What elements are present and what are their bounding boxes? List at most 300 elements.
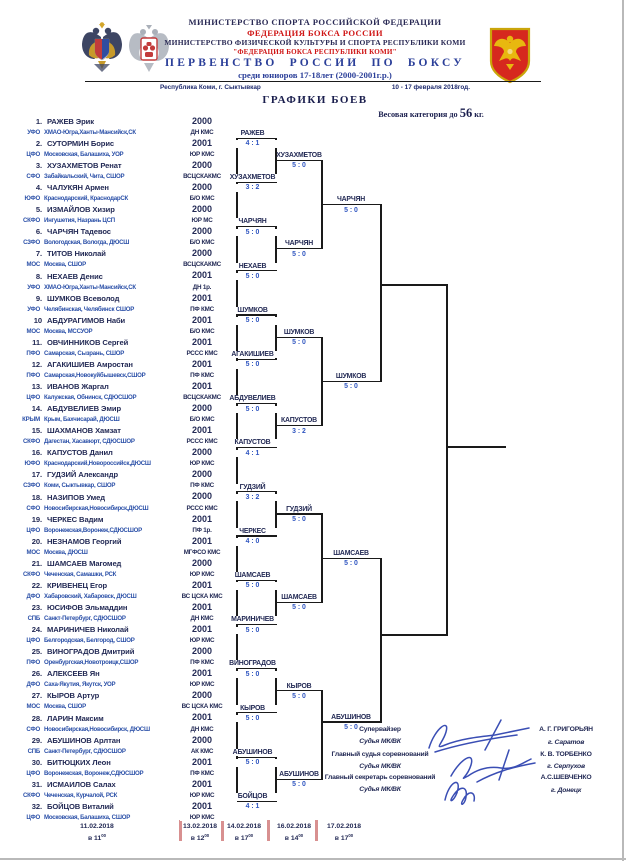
quarterfinal-score: 5 : 0 (344, 383, 358, 391)
entry-rank: Б/О КМС (180, 328, 224, 335)
round2-match-line (276, 425, 323, 426)
venue-label: Республика Коми, г. Сыктывкар (160, 83, 261, 91)
entry-year: 2000 (191, 204, 213, 215)
entry-number: 31. (31, 779, 42, 789)
entry-club: Чеченская, Самашки, РСК (44, 570, 117, 578)
entry-region: УФО (27, 128, 40, 136)
entry-name: ШУМКОВ Всеволод (47, 293, 120, 303)
quarterfinal-winner: АБУШИНОВ (331, 713, 371, 721)
official-role-subtitle: Судья МК/ВК (359, 786, 401, 794)
entry-name: ОВЧИННИКОВ Сергей (47, 337, 129, 347)
entry-region: ПФО (26, 349, 40, 357)
entry-region: МОС (26, 261, 40, 269)
weight-category-label: Весовая категория до 56 кг. (378, 106, 484, 120)
round1-score: 5 : 0 (228, 229, 277, 237)
entry-rank: Б/О КМС (180, 195, 224, 202)
entry-region: УФО (27, 305, 40, 313)
entry-number: 29. (31, 735, 42, 745)
semifinal-match-line (381, 634, 448, 635)
entry-year: 2001 (191, 624, 213, 634)
round2-score: 5 : 0 (292, 162, 306, 170)
round1-score: 5 : 0 (228, 361, 277, 369)
entry-number: 17. (31, 470, 42, 480)
entry-rank: ЮР КМС (180, 637, 224, 644)
round1-winner: АГАКИШИЕВ (228, 351, 277, 359)
entry-club: Московская, Балашиха, СШОР (44, 813, 131, 821)
entry-number: 4. (35, 183, 42, 193)
entry-name: СУТОРМИН Борис (47, 138, 115, 148)
entry-number: 28. (31, 713, 42, 723)
entry-rank: МГФСО КМС (180, 549, 224, 556)
page-title: ПЕРВЕНСТВО РОССИИ ПО БОКСУ (165, 56, 465, 69)
entry-year: 2001 (191, 712, 213, 723)
entry-number: 26. (31, 669, 42, 679)
schedule-time-superscript: 00 (348, 832, 354, 838)
entry-number: 10 (33, 315, 42, 325)
entry-year: 2000 (191, 403, 213, 413)
entry-year: 2001 (191, 336, 213, 347)
round1-match-line (237, 270, 277, 271)
official-role-subtitle: Судья МК/ВК (359, 762, 401, 770)
round2-winner: ШУМКОВ (283, 328, 315, 336)
round1-score: 4 : 1 (228, 140, 277, 148)
entry-year: 2001 (191, 756, 213, 767)
entry-number: 30. (31, 757, 42, 767)
entry-name: ШАХМАНОВ Хамзат (47, 426, 121, 436)
entry-number: 19. (31, 514, 42, 524)
round1-winner: АБДУВЕЛИЕВ (229, 395, 276, 403)
schedule-time-text: в 17 (234, 834, 249, 842)
entry-rank: Б/О КМС (180, 416, 224, 423)
entry-rank: ЮР МС (180, 217, 224, 224)
semifinal-junction-line (446, 285, 447, 635)
entry-number: 25. (31, 647, 42, 657)
entry-club: Москва, СШОР (44, 261, 86, 269)
entry-club: Новосибирская,Новосибирск,ДЮСШ (44, 504, 149, 512)
entry-region: ЦФО (26, 150, 40, 158)
entry-region: СКФО (23, 438, 40, 446)
entry-rank: РССС КМС (180, 438, 224, 445)
entry-rank: ВСЦСКАКМС (180, 261, 224, 268)
schedule-time-superscript: 00 (204, 832, 210, 838)
entry-name: ШАМСАЕВ Магомед (47, 558, 122, 568)
round1-winner: БОЙЦОВ (228, 793, 277, 801)
schedule-time (309, 832, 379, 843)
entry-name: РАЖЕВ Эрик (47, 116, 94, 126)
entry-number: 22. (31, 580, 42, 590)
entry-year: 2001 (191, 601, 213, 612)
entry-region: СФО (26, 504, 40, 512)
bracket-separator-line (236, 138, 237, 801)
quarterfinal-winner: ШАМСАЕВ (333, 549, 369, 557)
entry-club: Самарская,Новокуйбышевск,СШОР (44, 371, 146, 379)
round1-score: 5 : 0 (228, 627, 277, 635)
entry-rank: ПФ КМС (180, 770, 224, 777)
entry-number: 7. (35, 249, 42, 259)
entry-year: 2001 (191, 137, 213, 148)
entry-number: 3. (35, 161, 42, 170)
entry-year: 2000 (191, 469, 213, 480)
round2-score: 5 : 0 (292, 339, 306, 347)
round1-match-line (237, 491, 277, 492)
entry-rank: ЮР КМС (180, 681, 224, 688)
entry-region: СЗФО (23, 482, 40, 490)
entry-name: ИВАНОВ Жаргал (47, 382, 109, 391)
entry-club: Саха-Якутия, Якутск, УОР (44, 681, 116, 689)
ministry-line: МИНИСТЕРСТВО СПОРТА РОССИЙСКОЙ ФЕДЕРАЦИИ (188, 17, 442, 27)
round2-match-line (276, 337, 323, 338)
page-edge-bottom (0, 858, 626, 860)
entry-club: Вологодская, Вологда, ДЮСШ (44, 239, 130, 247)
round1-match-line (237, 314, 277, 315)
entry-year: 2000 (191, 557, 213, 568)
quarterfinal-match-line (322, 381, 382, 382)
entry-year: 2001 (191, 800, 213, 811)
entry-rank: ВСЦСКАКМС (180, 394, 224, 401)
round2-score: 5 : 0 (292, 604, 306, 612)
round2-score: 5 : 0 (292, 692, 306, 700)
quarterfinal-score: 5 : 0 (344, 560, 358, 568)
round2-match-line (276, 160, 323, 161)
entry-rank: ДН КМС (180, 615, 224, 622)
entry-rank: ВС ЦСКА КМС (181, 703, 223, 711)
entry-rank: ДН КМС (180, 129, 224, 136)
entry-region: СКФО (23, 791, 40, 799)
entry-name: НАЗИПОВ Умед (47, 492, 105, 502)
round1-score: 4 : 0 (228, 538, 277, 546)
round1-winner: РАЖЕВ (228, 130, 277, 138)
entry-name: АБУШИНОВ Арлтан (47, 735, 121, 745)
entry-name: АЛЕКСЕЕВ Ян (47, 669, 100, 679)
entry-year: 2000 (191, 182, 213, 192)
entry-year: 2001 (191, 270, 213, 281)
entry-number: 13. (31, 382, 42, 391)
entry-region: ЮФО (24, 460, 40, 468)
entry-name: АБДУРАГИМОВ Наби (47, 315, 126, 325)
entry-rank: ПФ КМС (180, 482, 224, 489)
official-name: К. В. ТОРБЕНКО (540, 750, 592, 758)
schedule-time-text: в 11 (87, 834, 102, 842)
round1-winner: АБУШИНОВ (228, 749, 277, 757)
entry-name: БОЙЦОВ Виталий (47, 801, 114, 811)
entry-rank: ЮР КМС (180, 792, 224, 799)
page-edge-right (622, 0, 624, 861)
semifinal-match-line (381, 284, 448, 285)
schedule-date: 16.02.2018 (276, 822, 312, 830)
entry-club: Челябинская, Челябинск СШОР (44, 305, 135, 313)
komi-ministry-line: МИНИСТЕРСТВО ФИЗИЧЕСКОЙ КУЛЬТУРЫ И СПОРТА РЕСПУБЛИКИ КОМИ (164, 38, 466, 47)
entry-year: 2001 (191, 778, 213, 789)
entry-rank: ВСЦСКАКМС (180, 173, 224, 180)
entry-club: Забайкальский, Чита, СШОР (44, 172, 125, 180)
entry-number: 23. (31, 603, 42, 612)
round1-match-line (237, 226, 277, 227)
entry-year: 2000 (191, 734, 213, 745)
entry-region: ПФО (26, 371, 40, 379)
round2-winner: КАПУСТОВ (281, 417, 317, 425)
final-match-line (447, 446, 506, 447)
entry-club: ХМАО-Югра,Ханты-Мансийск,СК (44, 128, 136, 136)
entry-region: МОС (26, 327, 40, 335)
quarterfinal-junction-line (380, 205, 381, 382)
round1-match-line (237, 801, 277, 802)
entry-club: ХМАО-Югра,Ханты-Мансийск,СК (44, 283, 136, 291)
round1-match-line (237, 182, 277, 183)
round1-score: 5 : 0 (228, 759, 277, 767)
entry-number: 14. (31, 404, 42, 414)
page-subtitle: среди юниоров 17-18лет (2000-2001г.р.) (238, 69, 392, 80)
entry-club: Москва, СШОР (44, 703, 86, 711)
round1-winner: ХУЗАХМЕТОВ (229, 174, 276, 182)
official-name: А.С.ШЕВЧЕНКО (540, 774, 592, 781)
entry-year: 2001 (191, 358, 213, 369)
entry-club: Москва, ДЮСШ (44, 548, 88, 556)
official-role-subtitle: Судья МК/ВК (359, 738, 401, 746)
entry-club: Московская, Балашиха, УОР (44, 150, 124, 158)
entry-name: ИЗМАЙЛОВ Хизир (47, 205, 115, 215)
entry-name: ЧЕРКЕС Вадим (47, 514, 104, 524)
entry-name: ВИНОГРАДОВ Дмитрий (47, 647, 135, 657)
entry-rank: ЮР КМС (180, 571, 224, 578)
entry-number: 6. (35, 227, 42, 237)
official-role-title: Главный секретарь соревнований (324, 774, 436, 781)
entry-rank: РССС КМС (180, 505, 224, 512)
round1-score: 3 : 2 (228, 184, 277, 192)
round1-winner: ШАМСАЕВ (228, 572, 277, 580)
entry-number: 18. (31, 492, 42, 502)
entry-name: КЫРОВ Артур (47, 691, 100, 701)
entry-club: Коми, Сыктывкар, СШОР (44, 482, 116, 490)
entry-club: Чеченская, Курчалой, РСК (44, 791, 118, 799)
round1-match-line (237, 624, 277, 625)
round1-winner: КЫРОВ (228, 705, 277, 713)
round2-winner: ЧАРЧЯН (285, 240, 313, 248)
entry-region: СПБ (27, 747, 40, 755)
round2-winner: ГУДЗИЙ (286, 505, 312, 513)
entry-name: ЛАРИН Максим (47, 713, 104, 723)
entry-region: ЦФО (26, 769, 40, 777)
entry-club: Воронежская, Воронеж,СДЮСШОР (44, 769, 144, 777)
round1-winner: ЧЕРКЕС (228, 528, 277, 536)
entry-number: 15. (31, 426, 42, 436)
entry-rank: ЮР КМС (180, 814, 224, 821)
schedule-date: 14.02.2018 (226, 822, 262, 830)
entry-rank: ПФ 1р. (180, 527, 224, 534)
entry-club: Москва, МССУОР (44, 327, 93, 335)
round1-match-line (237, 712, 277, 713)
entry-region: ЦФО (26, 637, 40, 644)
entry-club: Дагестан, Хасавюрт, СДЮСШОР (44, 438, 135, 446)
official-role-title: Главный судья соревнований (331, 750, 429, 758)
round2-match-line (276, 248, 323, 249)
entry-rank: Б/О КМС (180, 239, 224, 246)
entry-region: ДФО (26, 592, 40, 600)
entry-name: МАРИНИЧЕВ Николай (47, 625, 129, 635)
quarterfinal-winner: ШУМКОВ (335, 373, 367, 381)
quarterfinal-score: 5 : 0 (344, 724, 358, 731)
quarterfinal-score: 5 : 0 (344, 206, 358, 214)
entry-name: ЧАРЧЯН Тадевос (47, 227, 111, 237)
entry-region: КРЫМ (22, 416, 40, 424)
official-role-title: Супервайзер (359, 726, 401, 733)
entry-year: 2001 (191, 425, 213, 436)
entry-number: 20. (31, 536, 42, 546)
entry-region: МОС (26, 548, 40, 556)
entry-rank: АК КМС (180, 748, 224, 755)
entry-region: ДФО (26, 681, 40, 689)
entry-number: 16. (31, 448, 42, 458)
round1-winner: ЧАРЧЯН (228, 218, 277, 226)
entry-rank: РССС КМС (180, 350, 224, 357)
entry-year: 2000 (191, 447, 213, 458)
round1-score: 5 : 0 (228, 317, 277, 325)
schedule-time-text: в 17 (334, 834, 349, 842)
entry-rank: ПФ КМС (180, 659, 224, 666)
entry-club: Воронежская,Воронеж,СДЮСШОР (44, 526, 142, 534)
entry-number: 1. (35, 116, 42, 126)
entry-rank: ДН 1р. (180, 284, 224, 291)
entry-region: ЦФО (26, 813, 40, 821)
entry-club: Краснодарский,Новороссийск,ДЮСШ (44, 460, 151, 468)
round2-match-line (276, 602, 323, 603)
round1-winner: ГУДЗИЙ (228, 484, 277, 492)
entry-club: Ингушетия, Назрань ЦСП (44, 217, 115, 225)
entry-name: ЮСИФОВ Эльмаддин (47, 603, 128, 612)
entry-year: 2000 (191, 690, 213, 701)
entry-region: СЗФО (23, 239, 40, 247)
entry-number: 2. (35, 138, 42, 148)
round2-winner: КЫРОВ (286, 682, 312, 690)
schedule-time-text: в 12 (190, 834, 205, 842)
entry-number: 8. (35, 271, 42, 281)
round2-score: 3 : 2 (292, 427, 306, 435)
round1-score: 5 : 0 (228, 715, 277, 723)
round1-match-line (237, 138, 277, 139)
entry-region: СФО (26, 172, 40, 180)
header-rule (85, 81, 541, 82)
entry-name: АГАКИШИЕВ Амростан (47, 359, 133, 369)
entry-number: 11. (32, 337, 42, 347)
entry-year: 2000 (191, 248, 213, 259)
entry-number: 9. (35, 293, 42, 303)
round2-winner: ШАМСАЕВ (281, 594, 317, 602)
entry-year: 2000 (191, 491, 213, 502)
round2-score: 5 : 0 (292, 781, 306, 789)
entry-rank: ДН КМС (180, 726, 224, 733)
official-city: г. Донецк (550, 786, 582, 794)
entry-club: Санкт-Петербург, СДЮСШОР (44, 615, 126, 622)
round1-score: 5 : 0 (228, 406, 277, 414)
quarterfinal-junction-line (380, 558, 381, 722)
entry-year: 2001 (191, 535, 213, 546)
entry-club: Оренбургская,Новотроицк,СШОР (44, 659, 139, 667)
round1-winner: ВИНОГРАДОВ (229, 660, 276, 668)
entry-region: ПФО (26, 659, 40, 667)
entry-region: СКФО (23, 570, 40, 578)
entry-year: 2000 (191, 226, 213, 237)
entry-club: Санкт-Петербург, СДЮСШОР (44, 747, 126, 755)
schedule-time (62, 832, 132, 843)
entry-region: СКФО (23, 217, 40, 225)
entry-club: Белгородская, Белгород, СШОР (44, 637, 135, 644)
entry-name: КАПУСТОВ Данил (47, 448, 113, 458)
round1-winner: МАРИНИЧЕВ (228, 616, 277, 624)
entry-region: ЮФО (24, 195, 40, 203)
entry-rank: ЮР КМС (180, 151, 224, 158)
entry-club: Краснодарский, КраснодарСК (44, 195, 128, 203)
round2-winner: АБУШИНОВ (279, 770, 319, 778)
entry-rank: ВС ЦСКА КМС (181, 592, 223, 600)
entry-club: Хабаровский, Хабаровск, ДЮСШ (44, 592, 137, 600)
official-city: г. Саратов (547, 738, 585, 746)
schedule-date: 13.02.2018 (182, 822, 218, 830)
entry-name: НЕЗНАМОВ Георгий (47, 536, 122, 546)
entry-region: УФО (27, 283, 40, 291)
round1-winner: НЕХАЕВ (228, 263, 277, 271)
schedule-date: 11.02.2018 (80, 822, 114, 830)
entry-name: ИСМАИЛОВ Салах (47, 779, 116, 789)
date-range-label: 10 - 17 февраля 2018год. (391, 83, 470, 91)
entry-number: 21. (31, 558, 42, 568)
quarterfinal-match-line (322, 721, 382, 722)
round1-score: 5 : 0 (228, 273, 277, 281)
schedule-time-text: в 14 (284, 834, 299, 842)
entry-name: БИТЮЦКИХ Леон (47, 757, 111, 767)
quarterfinal-match-line (322, 204, 382, 205)
round1-score: 4 : 1 (228, 450, 277, 458)
entry-rank: ПФ КМС (180, 372, 224, 379)
entry-name: ХУЗАХМЕТОВ Ренат (47, 161, 122, 170)
entry-club: Крым, Бахчисарай, ДЮСШ (44, 416, 120, 424)
entry-name: ГУДЗИЙ Александр (47, 470, 119, 480)
entry-rank: ЮР КМС (180, 460, 224, 467)
round1-score: 5 : 0 (228, 582, 277, 590)
round1-score: 5 : 0 (228, 671, 277, 679)
entry-rank: ПФ КМС (180, 306, 224, 313)
entry-year: 2000 (191, 115, 213, 126)
entry-number: 12. (31, 359, 42, 369)
entry-name: КРИВЕНЕЦ Егор (47, 580, 108, 590)
entry-year: 2000 (191, 159, 213, 170)
round2-score: 5 : 0 (292, 250, 306, 258)
entry-year: 2001 (191, 579, 213, 590)
boxing-federation-line: ФЕДЕРАЦИЯ БОКСА РОССИИ (247, 27, 383, 38)
round2-match-line (276, 690, 323, 691)
entry-number: 27. (31, 691, 42, 701)
round1-match-line (237, 403, 277, 404)
entry-year: 2001 (191, 380, 213, 391)
round1-match-line (237, 359, 277, 360)
entry-number: 32. (31, 801, 42, 811)
entry-year: 2001 (191, 314, 213, 325)
round2-score: 5 : 0 (292, 516, 306, 523)
entry-number: 24. (31, 625, 42, 635)
entry-name: АБДУВЕЛИЕВ Эмир (47, 404, 121, 414)
round1-match-line (237, 668, 277, 669)
entry-name: НЕХАЕВ Денис (47, 271, 103, 281)
komi-federation-line: "ФЕДЕРАЦИЯ БОКСА РЕСПУБЛИКИ КОМИ" (233, 47, 397, 56)
entry-club: Новосибирская,Новосибирск, ДЮСШ (44, 725, 150, 733)
official-city: г. Серпухов (547, 763, 585, 771)
entry-region: ЦФО (26, 526, 40, 534)
schedule-time-superscript: 00 (298, 832, 304, 838)
entry-year: 2001 (191, 668, 213, 679)
document-title: ГРАФИКИ БОЕВ (262, 93, 368, 106)
handwritten-signatures (415, 712, 570, 812)
round1-score: 3 : 2 (228, 494, 277, 502)
entry-year: 2001 (191, 292, 213, 303)
quarterfinal-match-line (322, 558, 382, 559)
